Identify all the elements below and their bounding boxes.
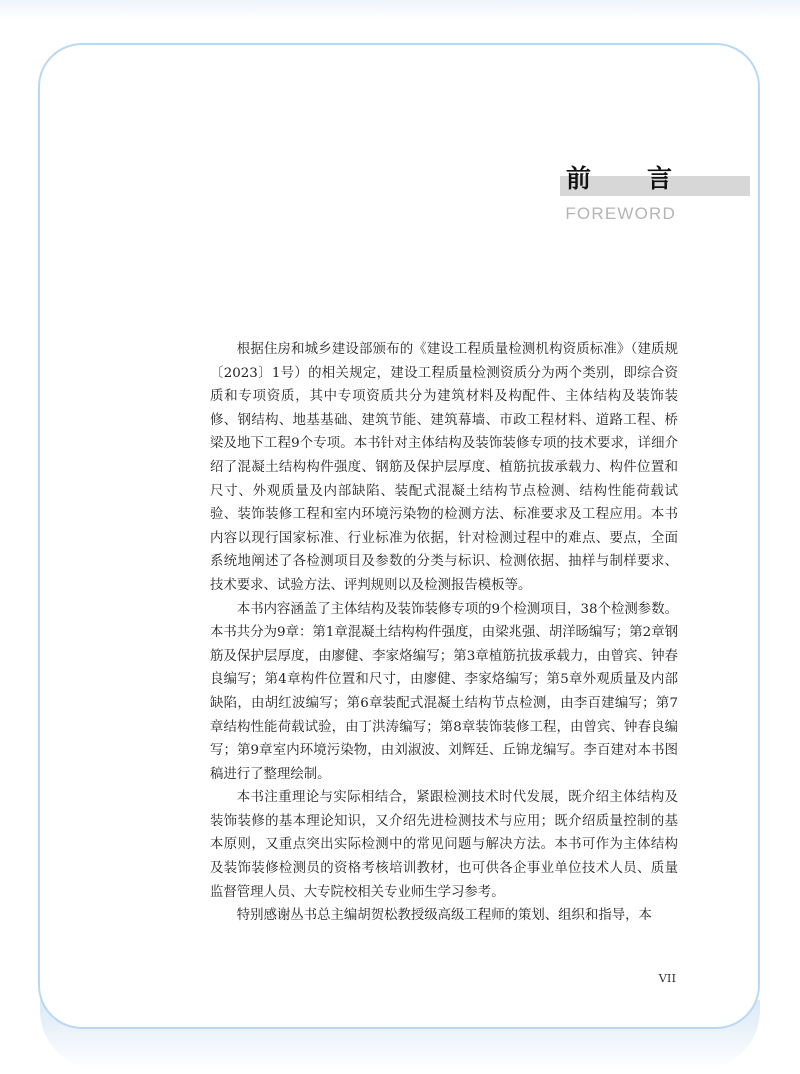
page-title: 前 言 [565,164,674,193]
paragraph-3: 本书注重理论与实际相结合，紧跟检测技术时代发展，既介绍主体结构及装饰装修的基本理论知识，又介绍先进检测技术与应用；既介绍质量控制的基本原则，又重点突出实际检测中的常见问题与解决方法。本书可作为主体结构及装饰装修检测员的资格考核培训教材，也可供各企事业单位技术人员、质量监督管理人员、大专院校相关专业师生学习参考。 [210,790,678,900]
page-subtitle: FOREWORD [565,204,676,223]
paragraph-1: 根据住房和城乡建设部颁布的《建设工程质量检测机构资质标准》（建质规〔2023〕1号）的相关规定，建设工程质量检测资质分为两个类别，即综合资质和专项资质，其中专项资质共分为建筑材料及构配件、主体结构及装饰装修、钢结构、地基基础、建筑节能、建筑幕墙、市政工程材料、道路工程、桥梁及地下工程9个专项。本书针对主体结构及装饰装修专项的技术要求，详细介绍了混凝土结构构件强度、钢筋及保护层厚度、植筋抗拔承载力、构件位置和尺寸、外观质量及内部缺陷、装配式混凝土结构节点检测、结构性能荷载试验、装饰装修工程和室内环境污染物的检测方法、标准要求及工程应用。本书内容以现行国家标准、行业标准为依据，针对检测过程中的难点、要点，全面系统地阐述了各检测项目及参数的分类与标识、检测依据、抽样与制样要求、技术要求、试验方法、评判规则以及检测报告模板等。 [210,342,678,593]
foreword-body [210,338,678,928]
paragraph-4: 特别感谢丛书总主编胡贺松教授级高级工程师的策划、组织和指导，本 [236,908,652,924]
top-background-strip [0,0,800,20]
paragraph-2: 本书内容涵盖了主体结构及装饰装修专项的9个检测项目，38个检测参数。本书共分为9章：第1章混凝土结构构件强度，由梁兆强、胡洋旸编写；第2章钢筋及保护层厚度，由廖健、李家烙编写；第3章植筋抗拔承载力，由曾宾、钟春良编写；第4章构件位置和尺寸，由廖健、李家烙编写；第5章外观质量及内部缺陷，由胡红波编写；第6章装配式混凝土结构节点检测，由李百建编写；第7章结构性能荷载试验，由丁洪涛编写；第8章装饰装修工程，由曾宾、钟春良编写；第9章室内环境污染物，由刘淑波、刘辉廷、丘锦龙编写。李百建对本书图稿进行了整理绘制。 [210,601,678,782]
page-number: VII [658,971,676,985]
